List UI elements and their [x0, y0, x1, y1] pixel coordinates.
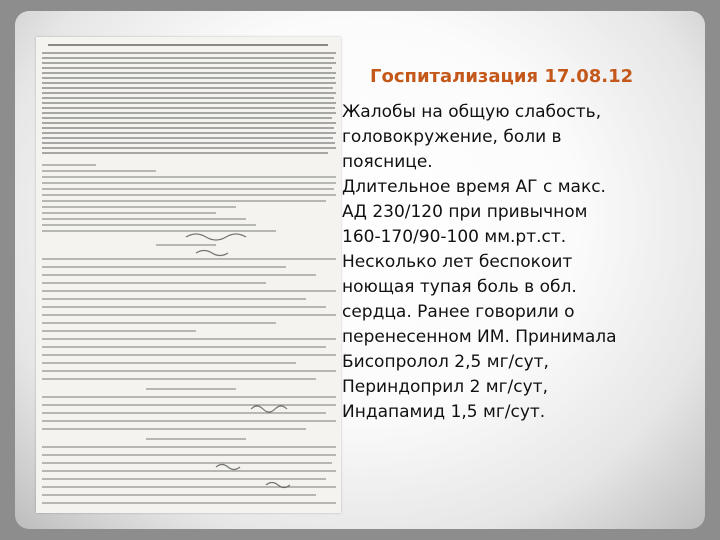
- text-line: пояснице.: [342, 152, 433, 172]
- text-line: головокружение, боли в: [342, 127, 562, 147]
- text-line: Бисопролол 2,5 мг/сут,: [342, 352, 549, 372]
- text-line: Индапамид 1,5 мг/сут.: [342, 402, 546, 422]
- text-line: сердца. Ранее говорили о: [342, 302, 575, 322]
- text-line: Длительное время АГ с макс.: [342, 177, 606, 197]
- text-line: АД 230/120 при привычном: [342, 202, 588, 222]
- slide-title: Госпитализация 17.08.12: [370, 66, 634, 87]
- text-line: Жалобы на общую слабость,: [342, 102, 602, 122]
- text-line: 160-170/90-100 мм.рт.ст.: [342, 227, 567, 247]
- slide: [15, 11, 705, 529]
- text-line: ноющая тупая боль в обл.: [342, 277, 577, 297]
- text-line: Несколько лет беспокоит: [342, 252, 573, 272]
- scanned-medical-record-image: [36, 37, 341, 513]
- text-line: перенесенном ИМ. Принимала: [342, 327, 617, 347]
- text-line: Периндоприл 2 мг/сут,: [342, 377, 548, 397]
- scanned-document-lines: [36, 37, 341, 513]
- complaints-paragraph: [342, 100, 684, 425]
